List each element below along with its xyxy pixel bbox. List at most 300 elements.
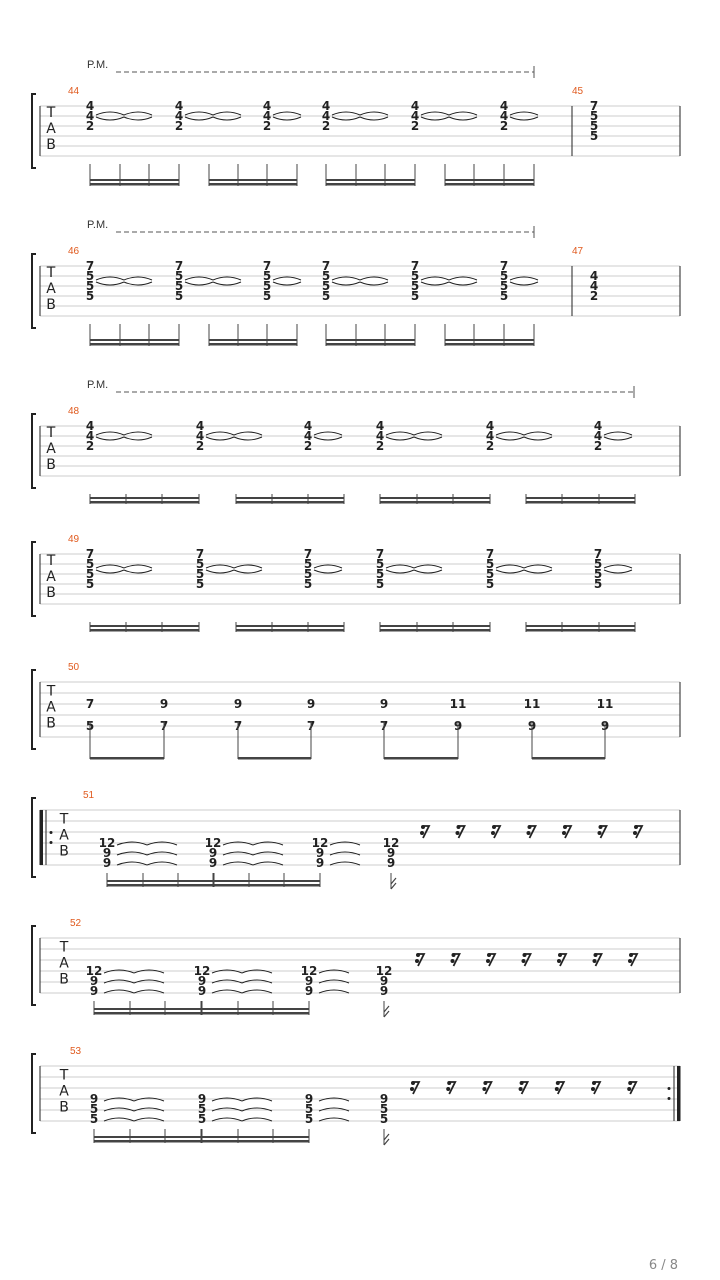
- measure-number: 52: [70, 918, 82, 929]
- fret-number: 4: [262, 99, 272, 113]
- beam: [384, 757, 458, 760]
- beam: [202, 1008, 309, 1010]
- fret-number: 4: [410, 109, 420, 123]
- fret-number: 9: [208, 856, 218, 870]
- tab-clef-letter: B: [46, 457, 56, 473]
- tie-arc: [386, 570, 414, 573]
- tie-arc: [414, 565, 442, 568]
- rest-dot: [629, 953, 633, 957]
- beam: [326, 183, 415, 186]
- tie-arc: [96, 565, 124, 568]
- fret-number: 5: [375, 577, 385, 591]
- fret-number: 7: [306, 719, 316, 733]
- tie-arc: [213, 117, 241, 120]
- palm-mute-label: P.M.: [87, 219, 109, 231]
- tie-arc: [496, 570, 524, 573]
- fret-number: 7: [410, 259, 420, 273]
- fret-number: 5: [375, 557, 385, 571]
- tab-clef-letter: B: [59, 843, 69, 860]
- fret-number: 4: [321, 99, 331, 113]
- fret-number: 4: [410, 99, 420, 113]
- palm-mute-label: P.M.: [87, 59, 109, 71]
- beam: [209, 183, 297, 186]
- tie-arc: [449, 112, 477, 115]
- fret-number: 5: [304, 1112, 314, 1126]
- fret-number: 7: [233, 719, 243, 733]
- fret-number: 11: [523, 697, 541, 711]
- beam: [209, 343, 297, 346]
- beam: [526, 497, 635, 499]
- beam: [326, 179, 415, 181]
- fret-number: 5: [303, 557, 313, 571]
- fret-number: 9: [304, 1092, 314, 1106]
- beam: [445, 339, 534, 341]
- rest-dot: [411, 1081, 415, 1085]
- repeat-dot: [50, 831, 53, 834]
- fret-number: 7: [375, 547, 385, 561]
- fret-number: 7: [85, 547, 95, 561]
- tie-arc: [124, 117, 152, 120]
- fret-number: 9: [386, 856, 396, 870]
- repeat-end-thick: [677, 1066, 680, 1121]
- tie-arc: [414, 570, 442, 573]
- tie-arc: [213, 277, 241, 280]
- tie-arc: [421, 282, 449, 285]
- tie-arc: [604, 437, 632, 440]
- fret-number: 5: [321, 279, 331, 293]
- fret-number: 9: [379, 984, 389, 998]
- tab-clef-letter: B: [59, 1099, 69, 1116]
- fret-number: 5: [379, 1112, 389, 1126]
- fret-number: 7: [159, 719, 169, 733]
- beam: [90, 339, 179, 341]
- fret-number: 5: [321, 269, 331, 283]
- beam: [202, 1012, 309, 1015]
- fret-number: 9: [208, 846, 218, 860]
- system-bracket: [32, 542, 36, 616]
- fret-number: 2: [321, 119, 331, 133]
- fret-number: 9: [89, 974, 99, 988]
- beam: [380, 497, 490, 499]
- fret-number: 5: [262, 279, 272, 293]
- tie-arc: [185, 277, 213, 280]
- rest-dot: [528, 825, 532, 829]
- fret-number: 9: [197, 1092, 207, 1106]
- tie-arc: [604, 432, 632, 435]
- tie-arc: [386, 437, 414, 440]
- system-bracket: [32, 670, 36, 749]
- tie-arc: [414, 437, 442, 440]
- tie-arc: [273, 277, 301, 280]
- fret-number: 5: [375, 567, 385, 581]
- fret-number: 5: [303, 577, 313, 591]
- fret-number: 9: [306, 697, 316, 711]
- tab-clef-letter: T: [46, 553, 56, 569]
- system-bracket: [32, 1054, 36, 1133]
- rest-dot: [446, 1087, 450, 1091]
- tie-arc: [496, 432, 524, 435]
- measure-number: 45: [572, 86, 584, 97]
- rest-dot: [598, 831, 602, 835]
- fret-number: 4: [375, 419, 385, 433]
- fret-number: 9: [379, 974, 389, 988]
- fret-number: 9: [453, 719, 463, 733]
- fret-number: 9: [102, 846, 112, 860]
- beam: [326, 339, 415, 341]
- beam: [107, 884, 214, 887]
- tie-arc: [124, 437, 152, 440]
- system-bracket: [32, 254, 36, 328]
- tie-arc: [524, 570, 552, 573]
- fret-number: 2: [262, 119, 272, 133]
- tab-clef-letter: T: [59, 811, 69, 828]
- fret-number: 11: [596, 697, 614, 711]
- rest-dot: [483, 1081, 487, 1085]
- fret-number: 7: [85, 259, 95, 273]
- beam: [90, 179, 179, 181]
- tie-arc: [421, 112, 449, 115]
- tab-clef-letter: A: [59, 827, 69, 844]
- tie-arc: [524, 565, 552, 568]
- page-counter: 6 / 8: [648, 1258, 678, 1273]
- tab-clef-letter: A: [46, 699, 56, 716]
- fret-number: 5: [589, 119, 599, 133]
- beam: [238, 757, 311, 760]
- fret-number: 5: [85, 567, 95, 581]
- measure-number: 46: [68, 246, 80, 257]
- fret-number: 2: [85, 119, 95, 133]
- fret-number: 5: [197, 1102, 207, 1116]
- beam: [90, 625, 199, 627]
- fret-number: 5: [85, 577, 95, 591]
- fret-number: 4: [485, 429, 495, 443]
- fret-number: 5: [499, 279, 509, 293]
- tie-arc: [332, 277, 360, 280]
- repeat-dot: [668, 1087, 671, 1090]
- tie-arc: [510, 277, 538, 280]
- rest-dot: [634, 825, 638, 829]
- tie-arc: [206, 432, 234, 435]
- tie-arc: [96, 117, 124, 120]
- fret-number: 5: [85, 279, 95, 293]
- fret-number: 5: [589, 109, 599, 123]
- rest-dot: [519, 1087, 523, 1091]
- tie-arc: [421, 277, 449, 280]
- fret-number: 5: [499, 269, 509, 283]
- fret-number: 4: [195, 419, 205, 433]
- beam: [94, 1012, 201, 1015]
- beam: [90, 497, 199, 499]
- fret-number: 9: [315, 846, 325, 860]
- fret-number: 5: [174, 289, 184, 303]
- tie-arc: [496, 437, 524, 440]
- fret-number: 9: [197, 974, 207, 988]
- tie-arc: [213, 282, 241, 285]
- tie-arc: [185, 117, 213, 120]
- fret-number: 5: [89, 1112, 99, 1126]
- beam: [526, 629, 635, 632]
- beam: [90, 343, 179, 346]
- tie-arc: [206, 437, 234, 440]
- tab-clef-letter: A: [46, 281, 56, 297]
- fret-number: 5: [85, 269, 95, 283]
- fret-number: 4: [85, 109, 95, 123]
- fret-number: 4: [303, 429, 313, 443]
- fret-number: 7: [195, 547, 205, 561]
- tie-arc: [314, 565, 342, 568]
- rest-dot: [421, 825, 425, 829]
- tie-arc: [314, 437, 342, 440]
- fret-number: 4: [85, 99, 95, 113]
- measure-number: 49: [68, 534, 80, 545]
- fret-number: 7: [379, 719, 389, 733]
- fret-number: 9: [386, 846, 396, 860]
- fret-number: 2: [303, 439, 313, 453]
- rest-dot: [599, 825, 603, 829]
- tie-arc: [234, 437, 262, 440]
- tie-arc: [213, 112, 241, 115]
- tab-clef-letter: B: [46, 297, 56, 313]
- fret-number: 9: [527, 719, 537, 733]
- tab-clef-letter: A: [46, 121, 56, 137]
- beam: [90, 501, 199, 504]
- fret-number: 2: [499, 119, 509, 133]
- tie-arc: [314, 432, 342, 435]
- rest-dot: [633, 831, 637, 835]
- rest-dot: [555, 1087, 559, 1091]
- fret-number: 5: [410, 269, 420, 283]
- tab-clef-letter: A: [46, 569, 56, 585]
- beam: [107, 880, 214, 882]
- fret-number: 5: [195, 567, 205, 581]
- rest-dot: [487, 953, 491, 957]
- fret-number: 4: [589, 269, 599, 283]
- tie-arc: [273, 112, 301, 115]
- tie-arc: [604, 570, 632, 573]
- rest-dot: [523, 953, 527, 957]
- fret-number: 4: [593, 429, 603, 443]
- tie-arc: [96, 277, 124, 280]
- tab-clef-letter: T: [46, 105, 56, 121]
- fret-number: 12: [382, 836, 400, 850]
- fret-number: 5: [499, 289, 509, 303]
- rest-dot: [452, 953, 456, 957]
- beam: [445, 343, 534, 346]
- fret-number: 7: [589, 99, 599, 113]
- tie-arc: [124, 570, 152, 573]
- system-bracket: [32, 926, 36, 1005]
- tie-arc: [185, 282, 213, 285]
- fret-number: 5: [410, 289, 420, 303]
- tab-clef-letter: T: [59, 939, 69, 956]
- tie-arc: [332, 282, 360, 285]
- rest-dot: [562, 831, 566, 835]
- system-bracket: [32, 414, 36, 488]
- tab-clef-letter: A: [59, 955, 69, 972]
- fret-number: 4: [321, 109, 331, 123]
- tie-arc: [524, 432, 552, 435]
- tie-arc: [124, 277, 152, 280]
- fret-number: 5: [485, 577, 495, 591]
- tie-arc: [510, 282, 538, 285]
- tie-arc: [96, 282, 124, 285]
- rest-dot: [457, 825, 461, 829]
- tie-arc: [449, 277, 477, 280]
- tie-arc: [273, 117, 301, 120]
- beam: [209, 179, 297, 181]
- rest-dot: [594, 953, 598, 957]
- note-flag: [384, 1006, 389, 1017]
- rest-dot: [486, 959, 490, 963]
- fret-number: 5: [262, 269, 272, 283]
- fret-number: 5: [85, 289, 95, 303]
- tie-arc: [185, 112, 213, 115]
- tab-clef-letter: T: [46, 683, 56, 700]
- beam: [90, 183, 179, 186]
- tie-arc: [96, 432, 124, 435]
- rest-dot: [482, 1087, 486, 1091]
- tie-arc: [604, 565, 632, 568]
- rest-dot: [451, 959, 455, 963]
- tab-clef-letter: B: [59, 971, 69, 988]
- fret-number: 12: [300, 964, 318, 978]
- note-flag: [391, 878, 396, 889]
- measure-number: 44: [68, 86, 80, 97]
- rest-dot: [591, 1087, 595, 1091]
- beam: [532, 757, 605, 760]
- beam: [90, 757, 164, 760]
- fret-number: 9: [159, 697, 169, 711]
- fret-number: 12: [85, 964, 103, 978]
- beam: [445, 179, 534, 181]
- tab-clef-letter: B: [46, 715, 56, 732]
- tie-arc: [332, 117, 360, 120]
- fret-number: 4: [593, 419, 603, 433]
- fret-number: 5: [174, 269, 184, 283]
- tie-arc: [314, 570, 342, 573]
- fret-number: 4: [174, 109, 184, 123]
- fret-number: 4: [85, 429, 95, 443]
- tie-arc: [414, 432, 442, 435]
- fret-number: 7: [85, 697, 95, 711]
- rest-dot: [557, 959, 561, 963]
- tie-arc: [386, 432, 414, 435]
- tie-arc: [96, 437, 124, 440]
- fret-number: 5: [593, 567, 603, 581]
- tie-arc: [510, 112, 538, 115]
- fret-number: 2: [589, 289, 599, 303]
- tab-clef-letter: T: [46, 425, 56, 441]
- fret-number: 12: [98, 836, 116, 850]
- fret-number: 7: [262, 259, 272, 273]
- tie-arc: [234, 565, 262, 568]
- fret-number: 5: [593, 577, 603, 591]
- fret-number: 9: [600, 719, 610, 733]
- beam: [94, 1136, 201, 1138]
- tie-arc: [360, 282, 388, 285]
- tie-arc: [234, 570, 262, 573]
- repeat-dot: [50, 841, 53, 844]
- rest-dot: [522, 959, 526, 963]
- fret-number: 12: [375, 964, 393, 978]
- fret-number: 2: [195, 439, 205, 453]
- rest-dot: [558, 953, 562, 957]
- fret-number: 5: [485, 567, 495, 581]
- rest-dot: [627, 1087, 631, 1091]
- beam: [236, 501, 344, 504]
- beam: [213, 880, 320, 882]
- beam: [236, 629, 344, 632]
- fret-number: 4: [499, 99, 509, 113]
- fret-number: 2: [375, 439, 385, 453]
- beam: [202, 1136, 309, 1138]
- tie-arc: [124, 432, 152, 435]
- tie-arc: [449, 282, 477, 285]
- fret-number: 9: [315, 856, 325, 870]
- fret-number: 12: [193, 964, 211, 978]
- fret-number: 4: [262, 109, 272, 123]
- fret-number: 7: [303, 547, 313, 561]
- tie-arc: [206, 570, 234, 573]
- tab-clef-letter: T: [59, 1067, 69, 1084]
- rest-dot: [415, 959, 419, 963]
- fret-number: 4: [303, 419, 313, 433]
- rest-dot: [592, 1081, 596, 1085]
- note-flag: [384, 1134, 389, 1145]
- tie-arc: [124, 282, 152, 285]
- tab-clef-letter: B: [46, 585, 56, 601]
- beam: [90, 629, 199, 632]
- tie-arc: [360, 117, 388, 120]
- beam: [213, 884, 320, 887]
- palm-mute-label: P.M.: [87, 379, 109, 391]
- system-bracket: [32, 94, 36, 168]
- tie-arc: [96, 112, 124, 115]
- fret-number: 5: [89, 1102, 99, 1116]
- fret-number: 5: [174, 279, 184, 293]
- fret-number: 7: [485, 547, 495, 561]
- tie-arc: [96, 570, 124, 573]
- fret-number: 9: [197, 984, 207, 998]
- fret-number: 4: [589, 279, 599, 293]
- fret-number: 2: [593, 439, 603, 453]
- rest-dot: [492, 825, 496, 829]
- tie-arc: [124, 565, 152, 568]
- tab-clef-letter: A: [59, 1083, 69, 1100]
- fret-number: 5: [85, 557, 95, 571]
- fret-number: 4: [499, 109, 509, 123]
- beam: [94, 1008, 201, 1010]
- fret-number: 5: [303, 567, 313, 581]
- fret-number: 11: [449, 697, 467, 711]
- fret-number: 5: [321, 289, 331, 303]
- measure-number: 48: [68, 406, 80, 417]
- rest-dot: [456, 831, 460, 835]
- tie-arc: [124, 112, 152, 115]
- fret-number: 4: [195, 429, 205, 443]
- tie-arc: [421, 117, 449, 120]
- beam: [380, 501, 490, 504]
- rest-dot: [410, 1087, 414, 1091]
- fret-number: 4: [375, 429, 385, 443]
- rest-dot: [556, 1081, 560, 1085]
- rest-dot: [420, 831, 424, 835]
- beam: [445, 183, 534, 186]
- rest-dot: [628, 1081, 632, 1085]
- fret-number: 2: [410, 119, 420, 133]
- fret-number: 5: [589, 129, 599, 143]
- fret-number: 5: [593, 557, 603, 571]
